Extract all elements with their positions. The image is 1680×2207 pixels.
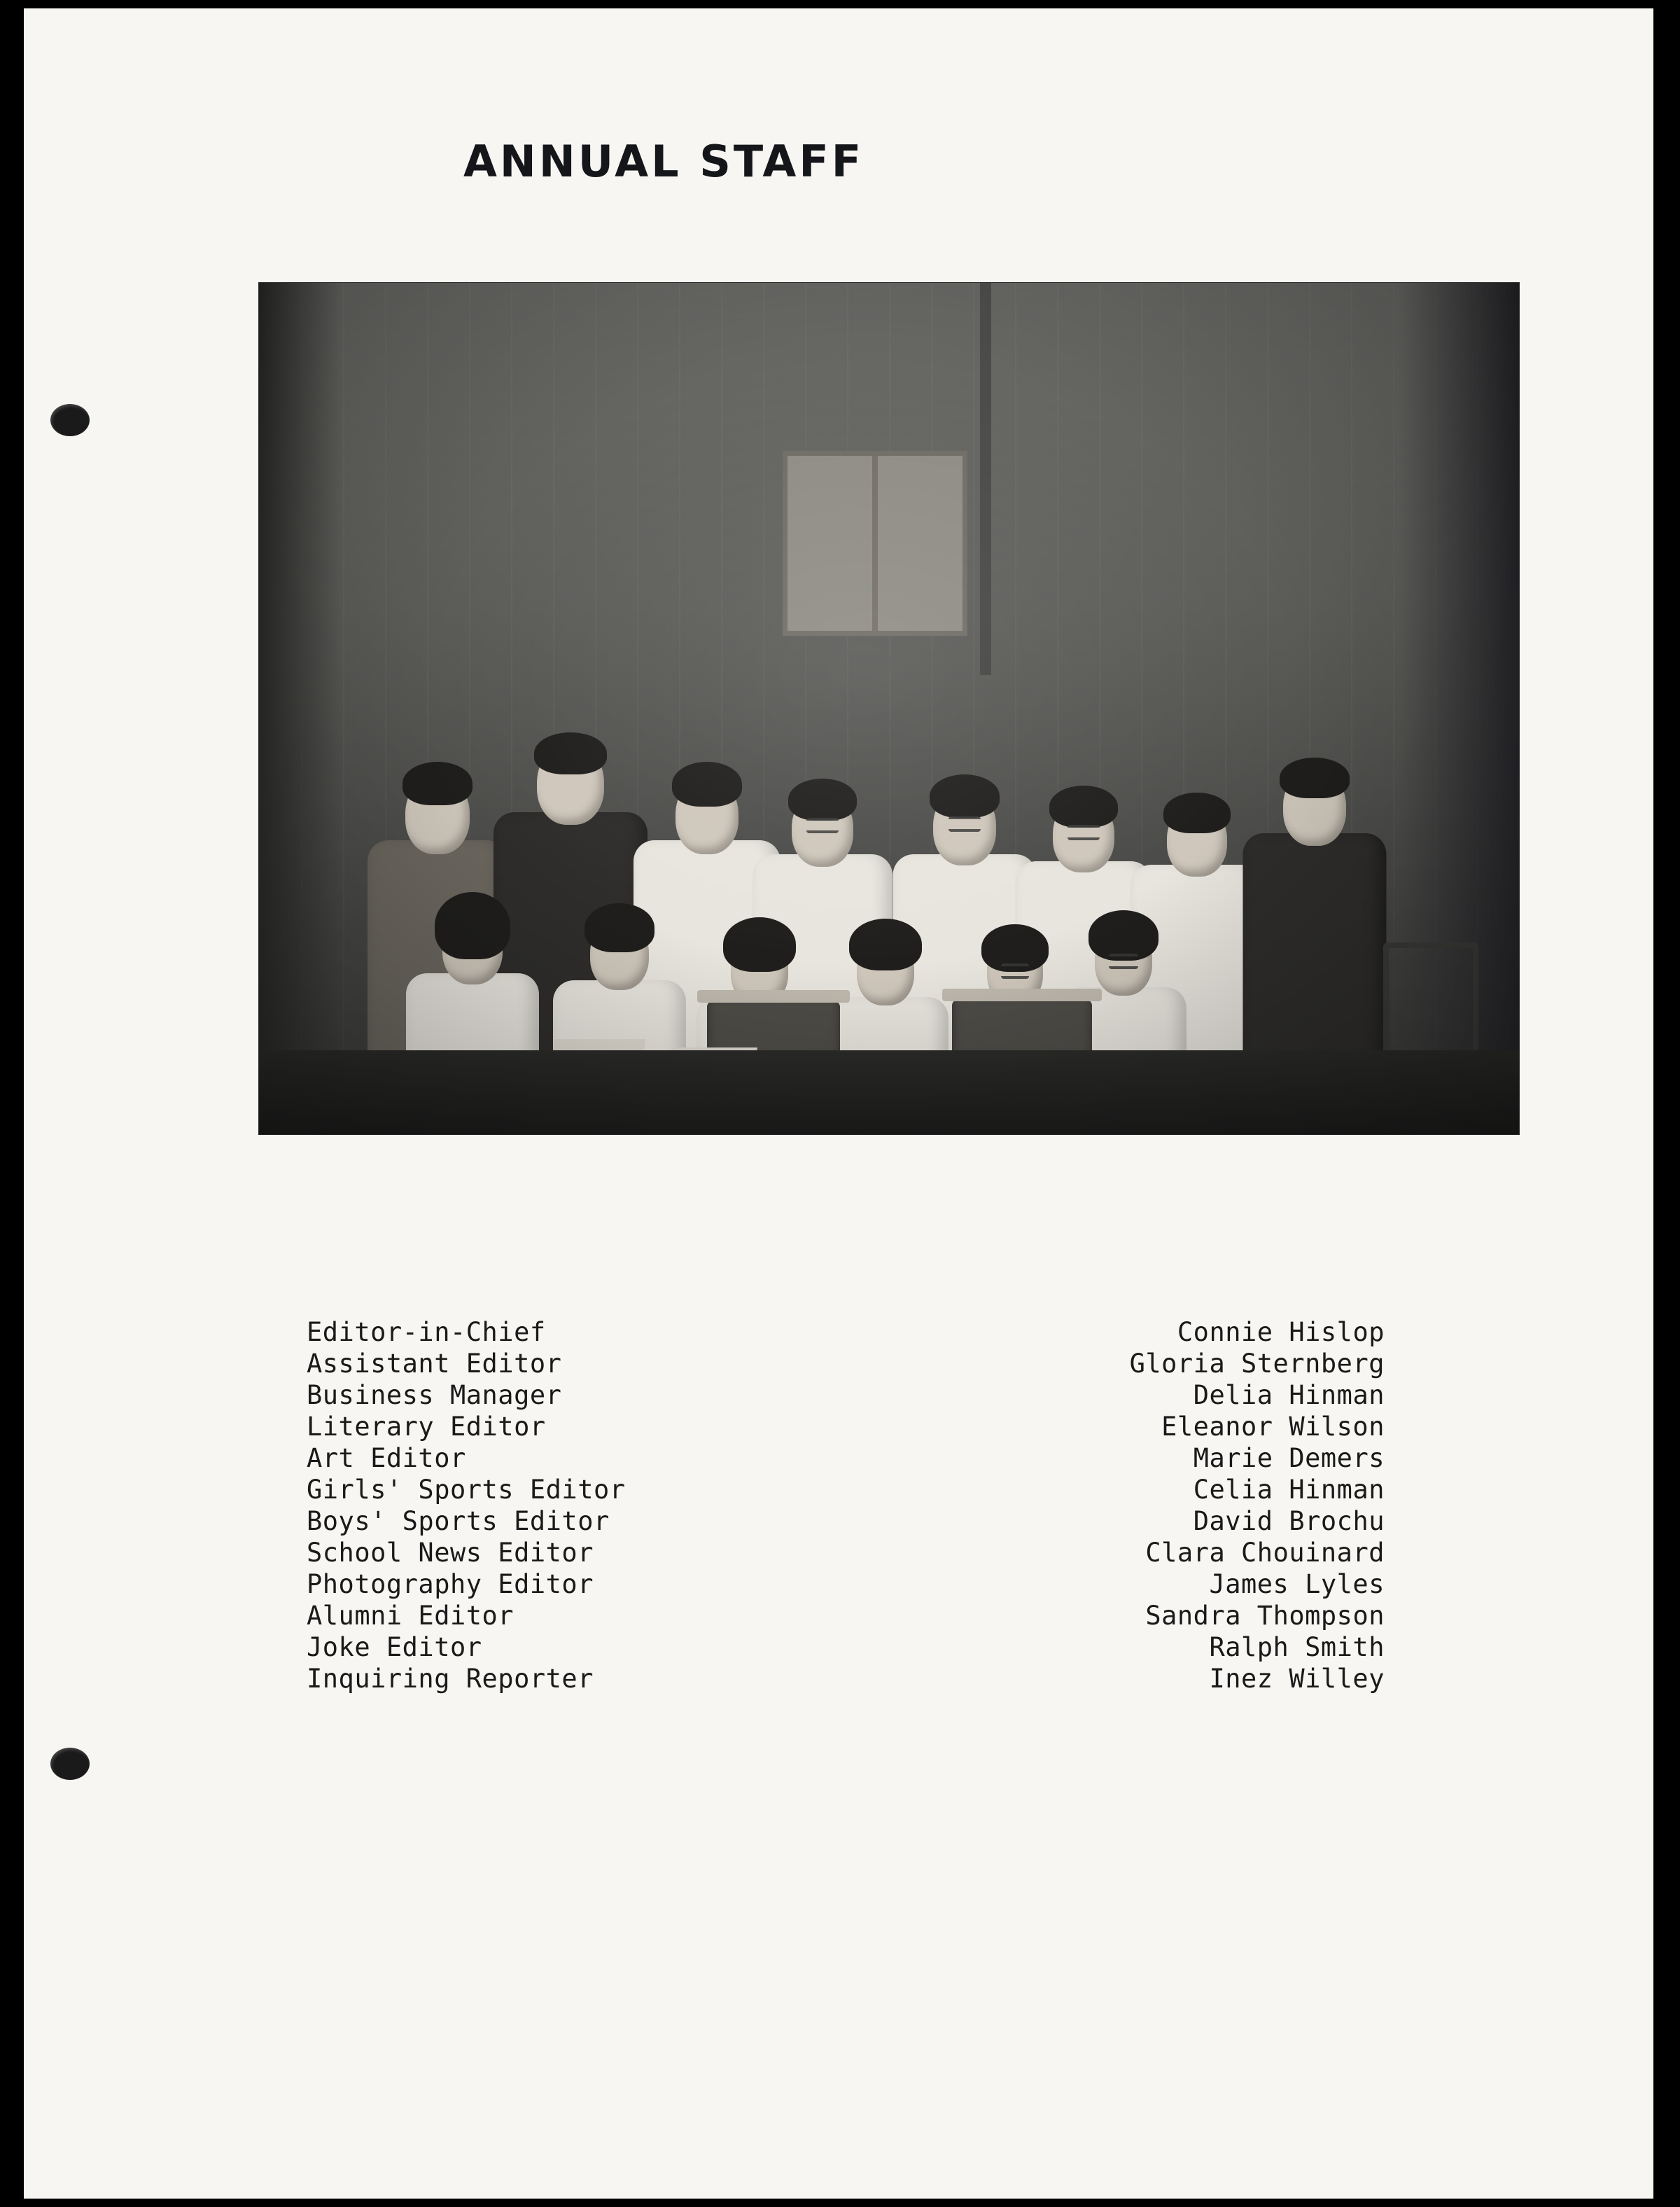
credit-role: Inquiring Reporter [307, 1664, 594, 1694]
credit-name: Connie Hislop [1177, 1317, 1385, 1347]
staff-credits-list [24, 1316, 1653, 1694]
credit-row [279, 1411, 1399, 1442]
credit-name: Gloria Sternberg [1129, 1349, 1385, 1379]
credit-name: Eleanor Wilson [1161, 1412, 1385, 1442]
credit-row [279, 1631, 1399, 1663]
binder-hole-top [50, 404, 90, 436]
yearbook-page [24, 8, 1653, 2199]
credit-row [279, 1568, 1399, 1600]
credit-role: Art Editor [307, 1443, 466, 1473]
credit-row [279, 1505, 1399, 1537]
credit-row [279, 1442, 1399, 1474]
credit-row [279, 1474, 1399, 1505]
credit-role: Editor-in-Chief [307, 1317, 546, 1347]
credit-role: Joke Editor [307, 1632, 482, 1662]
credit-name: David Brochu [1193, 1506, 1385, 1536]
photo-wall-seam [980, 283, 991, 675]
credit-role: Literary Editor [307, 1412, 546, 1442]
photo-floor [259, 1050, 1519, 1134]
credit-name: Celia Hinman [1193, 1475, 1385, 1505]
credit-role: Boys' Sports Editor [307, 1506, 610, 1536]
credit-row [279, 1663, 1399, 1694]
credit-row [279, 1600, 1399, 1631]
photo-shadow-left [259, 283, 343, 1134]
credit-role: Alumni Editor [307, 1601, 514, 1631]
credit-name: Marie Demers [1193, 1443, 1385, 1473]
staff-group-photo [259, 283, 1519, 1134]
page-title: ANNUAL STAFF [463, 136, 864, 187]
credit-row [279, 1348, 1399, 1379]
binder-hole-bottom [50, 1748, 90, 1780]
credit-role: Photography Editor [307, 1569, 594, 1599]
credit-name: Sandra Thompson [1145, 1601, 1385, 1631]
credit-role: Business Manager [307, 1380, 562, 1410]
credit-name: Ralph Smith [1209, 1632, 1385, 1662]
credit-role: School News Editor [307, 1538, 594, 1568]
credit-name: Clara Chouinard [1145, 1538, 1385, 1568]
credit-role: Assistant Editor [307, 1349, 562, 1379]
credit-name: Inez Willey [1209, 1664, 1385, 1694]
photo-door [783, 451, 967, 636]
credit-role: Girls' Sports Editor [307, 1475, 626, 1505]
credit-row [279, 1379, 1399, 1411]
credit-name: James Lyles [1209, 1569, 1385, 1599]
credit-row [279, 1316, 1399, 1348]
credit-row [279, 1537, 1399, 1568]
credit-name: Delia Hinman [1193, 1380, 1385, 1410]
